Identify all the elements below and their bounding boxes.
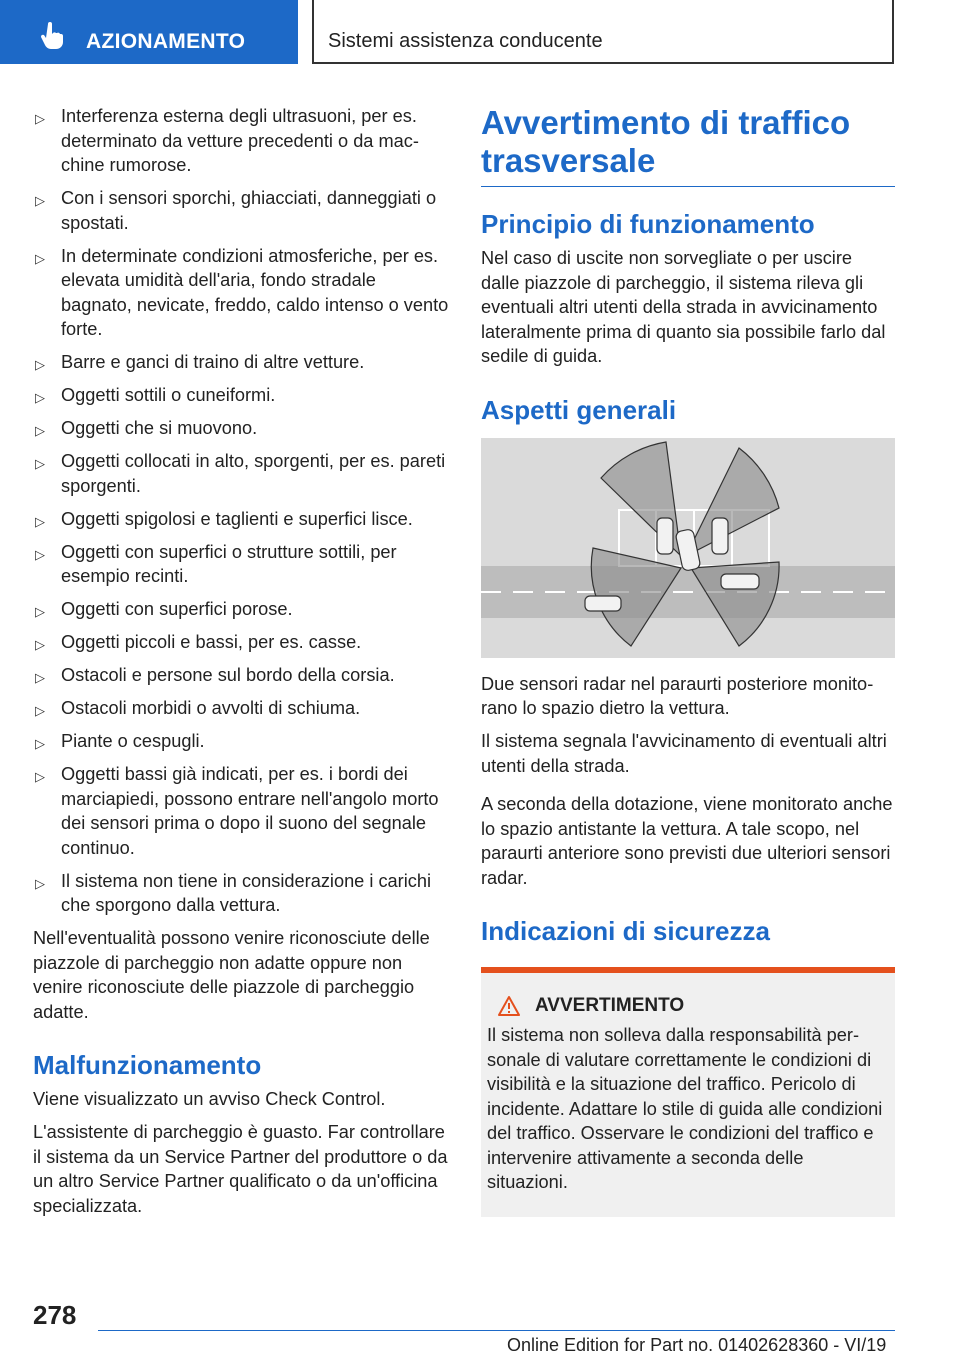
list-item <box>33 507 449 532</box>
header-tab[interactable] <box>0 0 298 64</box>
list-item <box>33 696 449 721</box>
list-item-text: Il sistema non tiene in considerazione i carichi che sporgono dalla vettura. <box>61 870 432 915</box>
bullet-triangle-icon: ▷ <box>35 357 45 372</box>
warning-box <box>481 967 895 1217</box>
list-item <box>33 729 449 754</box>
list-item <box>33 663 449 688</box>
list-item-text: Oggetti bassi già indicati, per es. i bordi dei marciapiedi, possono entrare nell'angolo morto dei sensori prima o dopo il suono del segnale continuo. <box>61 764 439 858</box>
list-item <box>33 383 449 408</box>
list-item-text: Oggetti con superfici porose. <box>61 599 293 619</box>
page-number: 278 <box>33 1300 77 1330</box>
warning-header <box>487 995 887 1017</box>
bullet-triangle-icon: ▷ <box>35 769 45 784</box>
list-item-text: Ostacoli e persone sul bordo della corsia. <box>61 665 395 685</box>
paragraph: Nell'eventualità possono venire riconosciute delle piazzole di parcheggio non adatte oppure non venire riconosciute delle piazzole di parcheggio adatte. <box>33 928 430 1022</box>
list-item-text: Oggetti che si muovono. <box>61 418 258 438</box>
paragraph: Il sistema segnala l'avvicinamento di eventuali altri utenti della strada. <box>481 731 887 776</box>
hand-pointer-icon <box>40 22 64 50</box>
bullet-triangle-icon: ▷ <box>35 423 45 438</box>
list-item <box>33 416 449 441</box>
bullet-triangle-icon: ▷ <box>35 736 45 751</box>
edition-text: Online Edition for Part no. 01402628360 - VI/19 <box>507 1335 887 1355</box>
section-label: Sistemi assistenza conducente <box>328 30 603 52</box>
bullet-triangle-icon: ▷ <box>35 637 45 652</box>
paragraph: L'assistente di parcheggio è guasto. Far controllare il sistema da un Service Partner del produttore o da un altro Service Partner qualificato o da un'officina specializzata. <box>33 1122 448 1216</box>
warning-triangle-icon <box>497 995 521 1017</box>
list-item <box>33 244 449 342</box>
list-item-text: Oggetti collocati in alto, sporgenti, per es. pareti sporgenti. <box>61 451 446 496</box>
list-item-text: Oggetti con superfici o strutture sottili, per esempio recinti. <box>61 541 397 586</box>
list-item <box>33 869 449 918</box>
list-item-text: Piante o cespugli. <box>61 731 205 751</box>
list-item-text: Interferenza esterna degli ultrasuoni, per es. determinato da vetture precedenti o da macchine rumorose. <box>61 106 419 175</box>
bullet-triangle-icon: ▷ <box>35 111 45 126</box>
warning-label: AVVERTIMENTO <box>535 995 685 1016</box>
bullet-triangle-icon: ▷ <box>35 604 45 619</box>
paragraph: A seconda della dotazione, viene monitorato anche lo spazio antistante la vettura. A tale scopo, nel paraurti anteriore sono previsti due ulteriori sensori radar. <box>481 794 893 888</box>
list-item <box>33 449 449 498</box>
paragraph: Due sensori radar nel paraurti posteriore monitorano lo spazio dietro la vettura. <box>481 673 874 718</box>
section-title-safety: Indicazioni di sicurezza <box>481 916 770 946</box>
list-item-text: Con i sensori sporchi, ghiacciati, danneggiati o spostati. <box>61 188 437 233</box>
cross-traffic-illustration <box>481 438 895 658</box>
list-item-text: Ostacoli morbidi o avvolti di schiuma. <box>61 698 361 718</box>
chapter-label: AZIONAMENTO <box>86 30 246 53</box>
list-item <box>33 762 449 860</box>
bullet-triangle-icon: ▷ <box>35 703 45 718</box>
list-item-text: In determinate condizioni atmosferiche, per es. elevata umidità dell'aria, fondo stradale bagnato, nevicate, freddo, caldo intenso o vento forte. <box>61 245 449 339</box>
list-item-text: Oggetti piccoli e bassi, per es. casse. <box>61 632 362 652</box>
list-item-text: Oggetti sottili o cuneiformi. <box>61 385 276 405</box>
bullet-triangle-icon: ▷ <box>35 875 45 891</box>
section-title-principle: Principio di funzionamento <box>481 209 815 239</box>
list-item <box>33 597 449 622</box>
bullet-list <box>33 104 449 918</box>
bullet-triangle-icon: ▷ <box>35 513 45 529</box>
bullet-triangle-icon: ▷ <box>35 250 45 266</box>
warning-text: Il sistema non solleva dalla responsabilità personale di valutare correttamente le condizioni di visibilità e la situazione del traffico. Pericolo di incidente. Adattare lo stile di guida alle condizioni del traffico. Osservare le condizioni del traffico e intervenire attivamente a seconda delle situazioni. <box>487 1025 883 1192</box>
list-item-text: Oggetti spigolosi e taglienti e superfici lisce. <box>61 508 413 529</box>
bullet-triangle-icon: ▷ <box>35 193 45 208</box>
list-item-text: Barre e ganci di traino di altre vetture. <box>61 352 365 372</box>
right-column <box>481 104 895 1217</box>
bullet-triangle-icon: ▷ <box>35 456 45 471</box>
list-item <box>33 350 449 375</box>
list-item <box>33 104 449 178</box>
page-title: Avvertimento di traffico trasversale <box>481 104 895 187</box>
list-item <box>33 630 449 655</box>
bullet-triangle-icon: ▷ <box>35 546 45 562</box>
bullet-triangle-icon: ▷ <box>35 670 45 685</box>
list-item <box>33 540 449 589</box>
bullet-triangle-icon: ▷ <box>35 390 45 405</box>
section-title-general: Aspetti generali <box>481 394 677 425</box>
paragraph: Viene visualizzato un avviso Check Control. <box>33 1089 386 1109</box>
section-header <box>312 0 894 64</box>
footer-divider <box>98 1330 895 1331</box>
left-column <box>33 104 449 1227</box>
radar-coverage-diagram <box>481 438 895 658</box>
paragraph: Nel caso di uscite non sorvegliate o per uscire dalle piazzole di parcheggio, il sistema rileva gli eventuali altri utenti della strada in avvicinamento lateralmente prima di quanto sia possibile farlo dal sedile di guida. <box>481 248 886 366</box>
list-item <box>33 186 449 235</box>
section-title-malfunction: Malfunzionamento <box>33 1050 262 1080</box>
